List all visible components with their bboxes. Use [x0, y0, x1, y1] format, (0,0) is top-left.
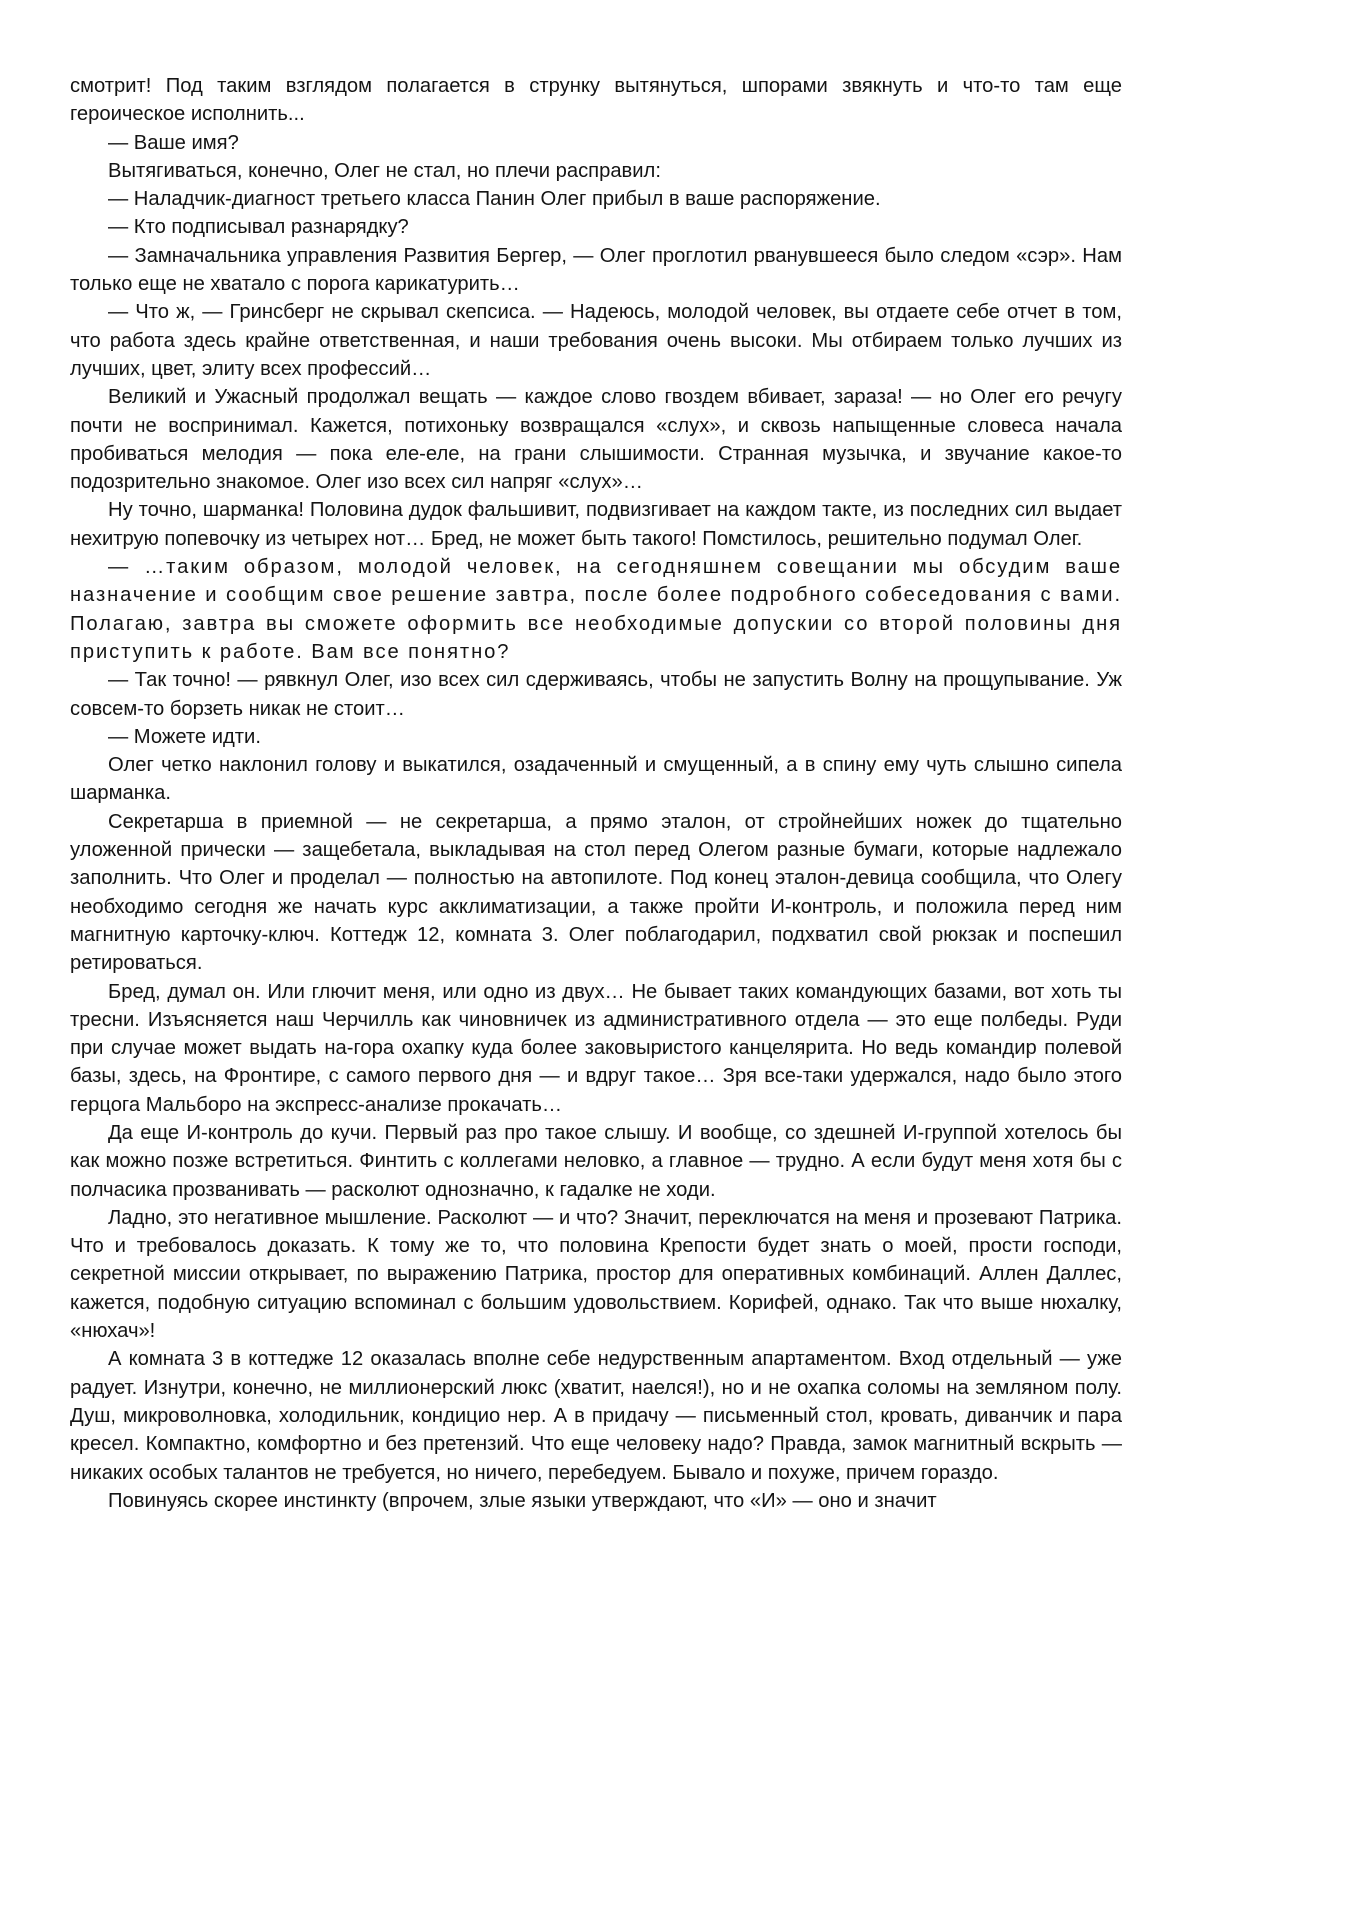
paragraph: — Кто подписывал разнарядку?	[108, 216, 409, 239]
paragraph: Великий и Ужасный продолжал вещать — каждое слово гвоздем вбивает, зараза! — но Олег его речугу почти не воспринимал. Кажется, потихоньку возвращался «слух», и сквозь напыщенные словеса начала пробиваться мелодия — пока еле-еле, на грани слышимости. Странная музычка, и звучание какое-то подозрительно знакомое. Олег изо всех сил напряг «слух»…	[70, 386, 1122, 494]
paragraph: — Наладчик-диагност третьего класса Панин Олег прибыл в ваше распоряжение.	[108, 188, 881, 211]
paragraph: — Так точно! — рявкнул Олег, изо всех сил сдерживаясь, чтобы не запустить Волну на прощупывание. Уж совсем-то борзеть никак не стоит…	[70, 669, 1122, 720]
paragraph: Да еще И-контроль до кучи. Первый раз про такое слышу. И вообще, со здешней И-группой хотелось бы как можно позже встретиться. Финтить с коллегами неловко, а главное — трудно. А если будут меня хотя бы с полчасика прозванивать — расколют однозначно, к гадалке не ходи.	[70, 1121, 1122, 1201]
paragraph: Ладно, это негативное мышление. Расколют — и что? Значит, переключатся на меня и прозевают Патрика. Что и требовалось доказать. К тому же то, что половина Крепости будет знать о моей, прости господи, секретной миссии открывает, по выражению Патрика, простор для оперативных комбинаций. Аллен Даллес, кажется, подобную ситуацию вспоминал с большим удовольствием. Корифей, однако. Так что выше нюхалку, «нюхач»!	[70, 1206, 1122, 1343]
paragraph: Вытягиваться, конечно, Олег не стал, но плечи расправил:	[108, 159, 661, 182]
paragraph: Олег четко наклонил голову и выкатился, озадаченный и смущенный, а в спину ему чуть слышно сипела шарманка.	[70, 754, 1122, 805]
paragraph: Бред, думал он. Или глючит меня, или одно из двух… Не бывает таких командующих базами, вот хоть ты тресни. Изъясняется наш Черчилль как чиновничек из административного отдела — это еще полбеды. Руди при случае может выдать на-гора охапку куда более заковыристого канцелярита. Но ведь командир полевой базы, здесь, на Фронтире, с самого первого дня — и вдруг такое… Зря все-таки удержался, надо было этого герцога Мальборо на экспресс-анализе прокачать…	[70, 980, 1122, 1116]
paragraph: — Можете идти.	[108, 725, 261, 748]
paragraph: Ну точно, шарманка! Половина дудок фальшивит, подвизгивает на каждом такте, из последних сил выдает нехитрую попевочку из четырех нот… Бред, не может быть такого! Помстилось, решительно подумал Олег.	[70, 499, 1122, 550]
paragraph: Повинуясь скорее инстинкту (впрочем, злые языки утверждают, что «И» — оно и значит	[108, 1489, 937, 1512]
paragraph: Секретарша в приемной — не секретарша, а прямо эталон, от стройнейших ножек до тщательно уложенной прически — защебетала, выкладывая на стол перед Олегом разные бумаги, которые надлежало заполнить. Что Олег и проделал — полностью на автопилоте. Под конец эталон-девица сообщила, что Олегу необходимо сегодня же начать курс акклиматизации, а также пройти И-контроль, и положила перед ним магнитную карточку-ключ. Коттедж 12, комната 3. Олег поблагодарил, подхватил свой рюкзак и поспешил ретироваться.	[70, 810, 1122, 975]
document-page	[70, 72, 1122, 1515]
paragraph: — …таким образом, молодой человек, на сегодняшнем совещании мы обсудим ваше назначение и сообщим свое решение завтра, после более подробного собеседования с вами. Полагаю, завтра вы сможете оформить все необходимые допускии со второй половины дня приступить к работе. Вам все понятно?	[70, 556, 1122, 663]
paragraph: А комната 3 в коттедже 12 оказалась вполне себе недурственным апартаментом. Вход отдельный — уже радует. Изнутри, конечно, не миллионерский люкс (хватит, наелся!), но и не охапка соломы на земляном полу. Душ, микроволновка, холодильник, кондицио нер. А в придачу — письменный стол, кровать, диванчик и пара кресел. Компактно, комфортно и без претензий. Что еще человеку надо? Правда, замок магнитный вскрыть — никаких особых талантов не требуется, но ничего, перебедуем. Бывало и похуже, причем гораздо.	[70, 1348, 1122, 1484]
paragraph: — Что ж, — Гринсберг не скрывал скепсиса. — Надеюсь, молодой человек, вы отдаете себе отчет в том, что работа здесь крайне ответственная, и наши требования очень высоки. Мы отбираем только лучших из лучших, цвет, элиту всех профессий…	[70, 301, 1122, 380]
paragraph: смотрит! Под таким взглядом полагается в струнку вытянуться, шпорами звякнуть и что-то там еще героическое исполнить...	[70, 75, 1122, 126]
paragraph: — Ваше имя?	[108, 131, 239, 154]
paragraph: — Замначальника управления Развития Бергер, — Олег проглотил рванувшееся было следом «сэр». Нам только еще не хватало с порога карикатурить…	[70, 244, 1122, 296]
